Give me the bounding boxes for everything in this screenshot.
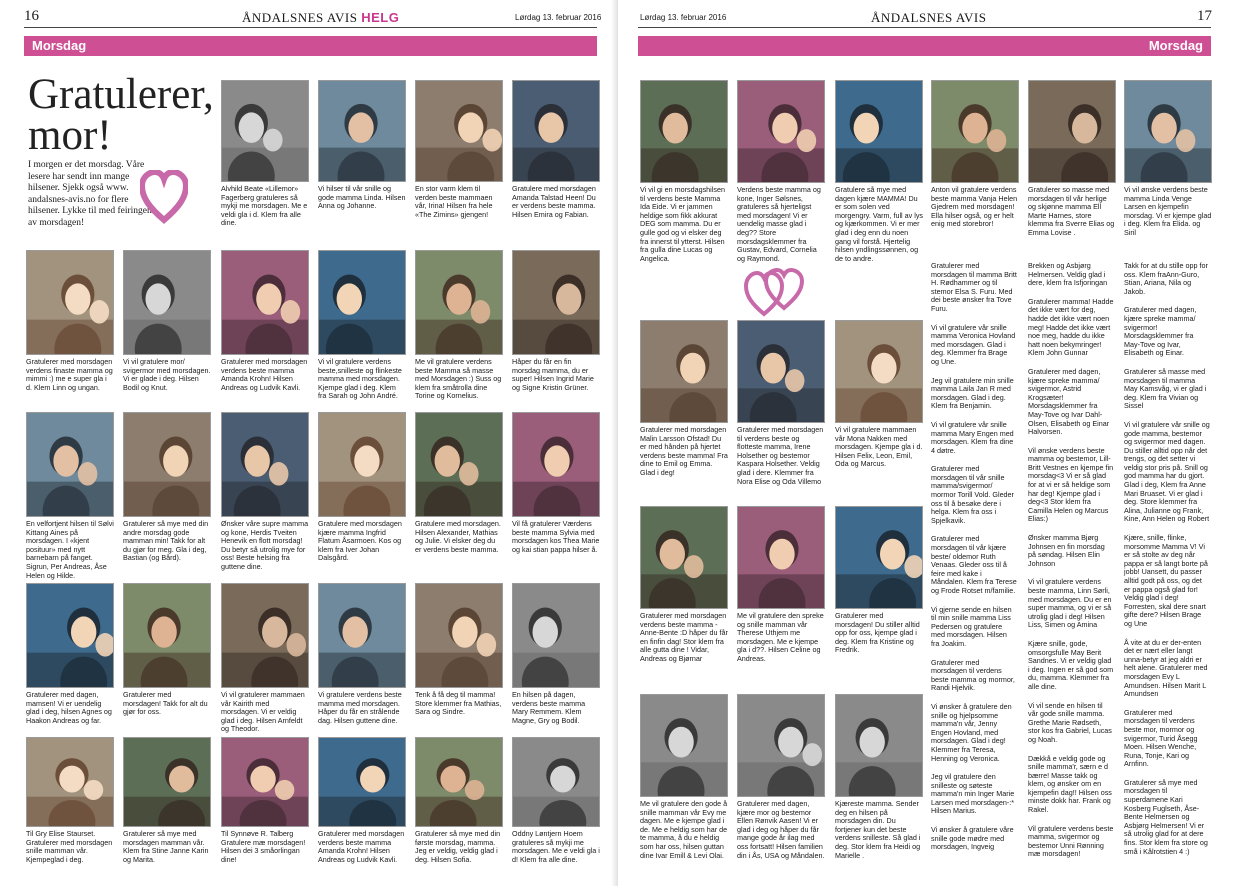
left-page [0,0,617,886]
greeting-paragraph: Gratulerer mamma! Hadde det ikke vært for deg, hadde det ikke vært noen meg! Hadde det ikke vært noe meg, hadde du ikke hatt noen bekymringer! Klem John Gunnar [1028,296,1114,358]
masthead-left [242,10,399,26]
greeting-caption: Gratulerer med morsdagen til verdens beste og flotteste mamma, Irene Holsether og bestemor Kaspara Holsether. Veldig glad i dere. Klemmer fra Nora Elise og Oda Villemo [737,425,824,486]
greeting-photo [512,737,600,827]
greeting-item [123,583,211,717]
greeting-paragraph: Vi vil sende en hilsen til vår gode snille mamma. Grethe Marie Rødseth, stor kos fra Gabriel, Lucas og Noah. [1028,700,1112,744]
heart-icon [140,170,188,224]
greeting-item [640,80,728,263]
greeting-item [415,250,503,401]
greeting-caption: En stor varm klem til verden beste mammaen vår, Irina! Hilsen fra hele «The Zimins» gjengen! [415,184,493,219]
greeting-item [415,80,503,219]
greeting-caption: Vi vil ønske verdens beste mamma Linda Venge Larsen en kjempefin morsdag. Vi er kjempe glad i deg. Klem fra Elida. og Siril [1124,185,1212,237]
greeting-item [123,250,211,392]
greeting-item [512,250,600,392]
text-column [1028,262,1114,869]
greeting-photo [123,250,211,355]
greeting-caption: En hilsen på dagen, verdens beste mamma Mary Remmem. Klem Magne, Gry og Bodil. [512,690,586,725]
greeting-photo [26,583,114,688]
greeting-item [123,412,211,563]
header-rule [24,27,597,28]
greeting-photo [415,80,503,182]
greeting-item [640,320,728,478]
greeting-caption: Vi gratulere verdens beste mamma med morsdagen. Håper du får en strålende dag. Hilsen guttene dine. [318,690,402,725]
greeting-paragraph: Vi vil gratulere vår snille og gode mamma, bestemor og svigermor med dagen. Du stiller alltid opp når det trengs, og det setter vi veldig stor pris på. Snill og god mamma har du gjort. Glad i deg, Klem fra Anne Mari Bruaset. Vi er glad i deg. Store klemmer fra Alina, Julianne og Frank, Kine, Ann Helen og Robert [1124,419,1210,524]
greeting-photo [737,694,825,797]
greeting-photo [415,412,503,517]
greeting-photo [512,412,600,517]
greeting-caption: Gratulere med morsdagen. Hilsen Alexander, Mathias og Julie. Vi elsker deg du er verdens beste mamma. [415,519,501,554]
greeting-paragraph: Takk for at du stille opp for oss. Klem fraAnn-Guro, Stian, Ariana, Nila og Jakob. [1124,261,1208,296]
greeting-photo [512,583,600,688]
greeting-caption: Gratulerer så mye med din andre morsdag gode mamman min! Takk for alt du gjør for meg. Gla i deg, Bastian (og Bård). [123,519,209,563]
greeting-item [835,694,923,860]
greeting-photo [123,583,211,688]
greeting-item [318,412,406,563]
greeting-photo [737,506,825,609]
greeting-caption: Verdens beste mamma og kone, Inger Sølsnes, gratuleres så hjerteligst med morsdagen! Vi er uendelig masse glad i deg?? Store morsdagsklemmer fra Gustav, Edvard, Cornelia og Raymond. [737,185,821,263]
greeting-caption: Vi vil gratulere verdens beste,snilleste og flinkeste mamma med morsdagen. Kjempe glad i deg. Klem fra Sarah og John André. [318,357,402,401]
greeting-item [835,506,923,655]
greeting-item [318,583,406,725]
greeting-photo [26,737,114,827]
greeting-paragraph: Gratulerer med morsdagen til vår kjære beste/ oldemor Ruth Venaas. Gleder oss til å feire med kake i Måndalen. Klem fra Terese og Frode Rotset m/familie. [931,534,1017,595]
greeting-item [26,412,114,580]
date-right: Lørdag 13. februar 2016 [640,13,727,22]
greeting-paragraph: Gratulerer så mye med morsdagen til superdamene Kari Kosberg Fuglseth, Åse-Bente Helmersen og Asbjørg Helmersen! Vi er så utrolig glad for at dere fins. Stor klem fra store og små i Kålrotstien 4 :) [1124,777,1208,856]
text-column [1124,262,1210,866]
greeting-paragraph: Gratulerer med morsdagen til vår snille mamma/svigermor/ mormor Torill Vold. Gleder oss til å besøke dere i helga. Klem fra oss i Spjelkavik. [931,464,1014,525]
greeting-item [737,80,825,263]
greeting-photo [835,80,923,183]
greeting-item [737,506,825,664]
greeting-paragraph: Jeg vil gratulere den snilleste og søteste mamma'n min Inger Marie Larsen med morsdagen-:* Hilsen Marius. [931,772,1015,816]
greeting-caption: Gratulerer med morsdagen verdens finaste mamma og mimmi :) me e super gla i d. Klem Linn og ungan. [26,357,113,392]
greeting-item [221,250,309,392]
date-left: Lørdag 13. februar 2016 [515,13,602,22]
greeting-item [835,80,923,263]
greeting-caption: Me vil gratulere den gode å snille mamman vår Evy me dagen. Me e kjempe glad i de. Me e heldig som har de te mamma, å du e heldig som har oss, hilsen guttan dine Ivar Emill & Levi Olai. [640,799,728,860]
greeting-caption: Vi vil gratulerer mammaen vår Kairith med morsdagen. Vi er veldig glad i deg. Hilsen Arnfeldt og Theodor. [221,690,305,734]
section-band-left: Morsdag [24,36,597,56]
greeting-caption: Kjæreste mamma. Sender deg en hilsen på morsdagen din. Du fortjener kun det beste verdens snilleste. Så glad i deg. Stor klem fra Heidi og Marielle . [835,799,921,860]
greeting-caption: Oddny Løntjern Hoem gratuleres så mykji me morsdagen. Me e veldi gla i d! Klem fra alle dine. [512,829,600,864]
greeting-photo [737,80,825,183]
page-number-left: 16 [24,8,39,24]
greeting-paragraph: Ønsker mamma Bjørg Johnsen en fin morsdag på søndag. Hilsen Elin Johnson [1028,533,1105,568]
greeting-item [512,80,600,219]
greeting-photo [221,80,309,182]
greeting-photo [318,250,406,355]
greeting-photo [318,583,406,688]
greeting-caption: Ønsker våre supre mamma og kone, Herdis Tveiten Henevik en flott morsdag! Du betyr så utrolig mye for oss! Beste helsing fra guttene dine. [221,519,309,571]
greeting-photo [835,506,923,609]
greeting-caption: Håper du får en fin morsdag mamma, du er super! Hilsen Ingrid Marie og Signe Kristin Grüner. [512,357,594,392]
greeting-caption: Til Gry Elise Staurset. Gratulerer med morsdagen snille mamman vår. Kjempeglad i deg. [26,829,113,864]
greeting-paragraph: Jeg vil gratulere min snille mamma Laila Jan R med morsdagen. Glad i deg. Klem fra Benjamin. [931,375,1014,411]
greeting-photo [318,412,406,517]
greeting-paragraph: Gratulerer med dagen, kjære spreke mamma/ svigermor! Morsdagsklemmer fra May-Tove og Ivar, Elisabeth og Einar. [1124,305,1197,358]
greeting-item [123,737,211,864]
greeting-item [1028,80,1116,238]
greeting-paragraph: Å vite at du er der-enten det er nært eller langt unna-betyr at jeg aldri er helt alene. Gratulerer med morsdagen Evy L Amundsen. Hilsen Marit L Amundsen [1124,637,1208,699]
greeting-photo [835,694,923,797]
greeting-caption: Gratulerer med morsdagen verdens beste mamma Amanda Krohn! Hilsen Andreas og Ludvik Kavli. [318,829,405,864]
greeting-caption: Gratulerer så mye med morsdagen mamman vår. Klem fra Stine Janne Karin og Marita. [123,829,209,864]
page-headline: Gratulerer, mor! [28,71,214,159]
greeting-item [26,250,114,392]
greeting-caption: Vi hilser til vår snille og gode mamma Linda. Hilsen Anna og Johanne. [318,184,406,211]
greeting-photo [318,737,406,827]
double-heart-icon [744,268,806,320]
greeting-photo [835,320,923,423]
greeting-caption: Gratulerer med morsdagen! Du stiller alltid opp for oss, kjempe glad i deg. Klem fra Kristine og Fredrik. [835,611,920,655]
greeting-paragraph: Vi vil gratulere vår snille mamma Veronica Hovland med morsdagen. Glad i deg. Klemmer fra Brage og Une. [931,322,1016,366]
greeting-caption: Gratulerer med morsdagen Malin Larsson Ofstad! Du er med hånden på hjertet verdens beste mamma! Fra dine to Emil og Emma. Glad i deg! [640,425,728,477]
greeting-photo [415,583,503,688]
greeting-paragraph: Dækkå e veldig gode og snille mamma'r, særn e d bærre! Masse takk og klem, og ønsker om en kjempefin dag!! Hilsen oss minste dokk har. Frank og Rakel. [1028,753,1112,815]
greeting-caption: Me vil gratulere verdens beste Mamma så masse med Morsdagen :) Suss og klem fra småtrolla dine Torine og Kornelius. [415,357,502,401]
greeting-caption: Gratulere så mye med dagen kjære MAMMA! Du er som solen ved morgengry. Varm, full av lys og kjærkommen. Vi er mer glad i deg enn du noen gang vil forstå. Hjertelig hilsen yndlingssønnen, og de to andre. [835,185,924,263]
greeting-caption: Me vil gratulere den spreke og snille mamman vår Therese Uthjem me morsdagen. Me e kjempe gla i d??. Hilsen Celine og Andreas. [737,611,824,663]
greeting-item [1124,80,1212,238]
greeting-paragraph: Gratulerer med dagen, kjære spreke mamma/ svigermor, Astrid Krogsæter! Morsdagsklemmer fra May-Tove og Ivar Dahl-Olsen, Elisabeth og Einar Halvorsen. [1028,366,1110,437]
greeting-paragraph: Gratulerer med morsdagen til mamma Britt H. Rødhammer og til stemor Elsa S. Furu. Med dei beste ønsker fra Tove Furu. [931,261,1017,313]
greeting-photo [1124,80,1212,183]
greeting-paragraph: Vi gjerne sende en hilsen til min snille mamma Liss Pedersen og gratulere med morsdagen. Hilsen fra Joakim. [931,604,1012,648]
greeting-paragraph: Gratulerer med morsdagen til verdens beste mor, mormor og svigermor, Turid Åsegg Moen. Hilsen Wenche, Runa, Tonje, Kari og Arnfinn. [1124,707,1198,769]
greeting-caption: Anton vil gratulere verdens beste mamma Vanja Helen Gjedrem med morsdagen! Ella hilser også, og er helt enig med storebror! [931,185,1018,229]
greeting-photo [123,412,211,517]
greeting-caption: Til Synnøve R. Talberg Gratulere mæ morsdagen! Hilsen dei 3 småorlingan dine! [221,829,306,864]
greeting-photo [512,250,600,355]
greeting-photo [640,694,728,797]
greeting-item [415,737,503,864]
greeting-paragraph: Brekken og Asbjørg Helmersen. Veldig glad i dere, klem fra Isfjoringan [1028,261,1108,288]
intro-text: I morgen er det morsdag. Våre lesere har sendt inn mange hilsener. Sjekk også www. andalsnes-avis.no for flere hilsener. Lykke til med feiringen av morsdagen! [28,160,152,228]
greeting-caption: Gratulerer med morsdagen verdens beste mamma - Anne-Bente :D håper du får en finfin dag! Stor klem fra alle gutta dine ! Vidar, Andreas og Bjørnar [640,611,728,663]
greeting-item [835,320,923,469]
greeting-paragraph: Vi vil gratulere vår snille mamma Mary Engen med morsdagen. Klem fra dine 4 døtre. [931,419,1014,455]
greeting-photo [1028,80,1116,183]
greeting-photo [221,737,309,827]
text-column [931,262,1017,862]
greeting-caption: Gratulerer med dagen, mamsen! Vi er uendelig glad i deg, hilsen Agnes og Haakon Andreas og far. [26,690,112,725]
greeting-caption: Gratulerer så mye med din første morsdag, mamma. Jeg er veldig, veldig glad i deg. Hilsen Sofia. [415,829,501,864]
greeting-photo [415,250,503,355]
section-band-right: Morsdag [638,36,1211,56]
greeting-item [737,320,825,486]
masthead-title: ÅNDALSNES AVIS [242,10,358,25]
greeting-item [221,583,309,734]
greeting-caption: Alvhild Beate «Lillemor» Fagerberg gratuleres så mykji me morsdagen. Me e veldi gla i d. Klem fra alle dine. [221,184,308,228]
greeting-photo [640,80,728,183]
greeting-caption: Vil få gratulerer Værdens beste mamma Sylvia med morsdagen kos Thea Marie og kai stian pappa hilser å. [512,519,600,554]
greeting-item [318,250,406,401]
greeting-caption: Vi vil gi en morsdagshilsen til verdens beste Mamma Ida Eide. Vi er jammen heldige som fikk akkurat DEG som mamma. Du er gulle god og vi elsker deg fra innerst til ytterst. Hilsen fra gulla dine Lucas og Angelica. [640,185,725,263]
greeting-photo [415,737,503,827]
greeting-paragraph: Vi ønsker å gratulere våre snille gode mødre med morsdagen, Ingveig [931,825,1014,852]
greeting-paragraph: Vil gratulere verdens beste mamma, svigermor og bestemor Unni Rønning mæ morsdagen! [1028,823,1114,859]
greeting-caption: Gratulerer so masse med morsdagen til vår herlige og skjønne mamma Ell Marte Harnes, store klemma fra Sverre Elias og Emma Lovise . [1028,185,1115,237]
greeting-caption: Gratulere med morsdagen Amanda Talstad Heen! Du er verdens beste mamma. Hilsen Emira og Fabian. [512,184,596,219]
greeting-item [221,737,309,864]
greeting-caption: Tenk å få deg til mamma! Store klemmer fra Mathias, Sara og Sindre. [415,690,502,717]
greeting-item [931,80,1019,229]
greeting-photo [318,80,406,182]
greeting-item [512,737,600,864]
greeting-item [512,583,600,725]
greeting-paragraph: Gratulerer med morsdagen til verdens beste mamma og mormor, Randi Hjelvik. [931,657,1015,693]
greeting-item [26,583,114,725]
greeting-item [512,412,600,554]
greeting-item [26,737,114,864]
greeting-photo [640,320,728,423]
greeting-paragraph: Vi ønsker å gratulere den snille og hjelpsomme mamma'n vår, Jenny Engen Hovland, med morsdagen. Glad i deg! Klemmer fra Teresa, Henning og Veronica. [931,701,1012,763]
greeting-caption: En velfortjent hilsen til Sølvi Kittang Aines på morsdagen. I «kjent posituur» med nytt barnebarn på fanget. Sigrun, Per Andreas, Åse Helen og Hilde. [26,519,114,580]
right-page [618,0,1235,886]
greeting-photo [221,583,309,688]
masthead-right: ÅNDALSNES AVIS [871,10,987,25]
greeting-photo [123,737,211,827]
greeting-photo [26,412,114,517]
greeting-photo [221,250,309,355]
greeting-item [415,583,503,717]
greeting-paragraph: Vi vil gratulere verdens beste mamma, Linn Sørli, med morsdagen. Du er en super mamma, og vi er så utrolig glad i deg! Hilsen Liss, Simen og Amina [1028,577,1112,630]
greeting-caption: Gratulerer med morsdagen! Takk for alt du gjør for oss. [123,690,208,717]
greeting-photo [640,506,728,609]
greeting-item [221,412,309,572]
header-rule [638,27,1211,28]
greeting-item [415,412,503,554]
greeting-item [737,694,825,860]
greeting-caption: Vi vil gratulere mor/ svigermor med morsdagen. Vi er glade i deg. Hilsen Bodil og Knut. [123,357,211,392]
masthead-helg: HELG [361,10,400,25]
page-number-right: 17 [1197,8,1212,24]
greeting-photo [512,80,600,182]
greeting-caption: Vi vil gratulere mammaen vår Mona Nakken med morsdagen. Kjempe gla i d. Hilsen Felix, Leon, Emil, Oda og Marcus. [835,425,923,469]
greeting-item [640,694,728,860]
greeting-paragraph: Kjære, snille, flinke, morsomme Mamma V! Vi er så stolte av deg når pappa er så langt borte på jobb! Uansett, du passer alltid godt på oss, og det er pappa også glad for! Veldig glad i deg! Forresten, skal dere snart gifte dere? Hilsen Brage og Une [1124,533,1208,628]
greeting-photo [931,80,1019,183]
greeting-paragraph: Gratulerer så masse med morsdagen til mamma May Kamsvåg, vi er glad i deg. Klem fra Vivian og Sissel [1124,366,1207,411]
greeting-caption: Gratulere med morsdagen kjære mamma Ingfrid Flatum Åsarmoen. Kos og klem fra Iver Johan Dalsgård. [318,519,402,563]
greeting-item [640,506,728,664]
greeting-caption: Gratulerer med morsdagen verdens beste mamma Amanda Krohn! Hilsen Andreas og Ludvik Kavli. [221,357,308,392]
greeting-paragraph: Vil ønske verdens beste mamma og bestemor, Lill-Britt Vestnes en kjempe fin morsdag<3 Vi er så glad for at vi er så heldige som har deg! Kjempe glad i deg<3 Stor klem fra Camilla Helen og Marcus Elias:) [1028,445,1114,524]
greeting-item [318,80,406,211]
greeting-photo [26,250,114,355]
greeting-item [221,80,309,228]
greeting-photo [221,412,309,517]
greeting-photo [737,320,825,423]
greeting-caption: Gratulerer med dagen, kjære mor og bestemor Ellen Rønvik Aasen! Vi er glad i deg og håper du får mange gode år ilag med oss fortsatt! Hilsen familien din i Ås, USA og Måndalen. [737,799,825,860]
greeting-item [318,737,406,864]
greeting-paragraph: Kjære snille, gode, omsorgsfulle May Berit Sandnes. Vi er veldig glad i deg. Ingen er så god som du, mamma. Klemmer fra alle dine. [1028,638,1114,691]
